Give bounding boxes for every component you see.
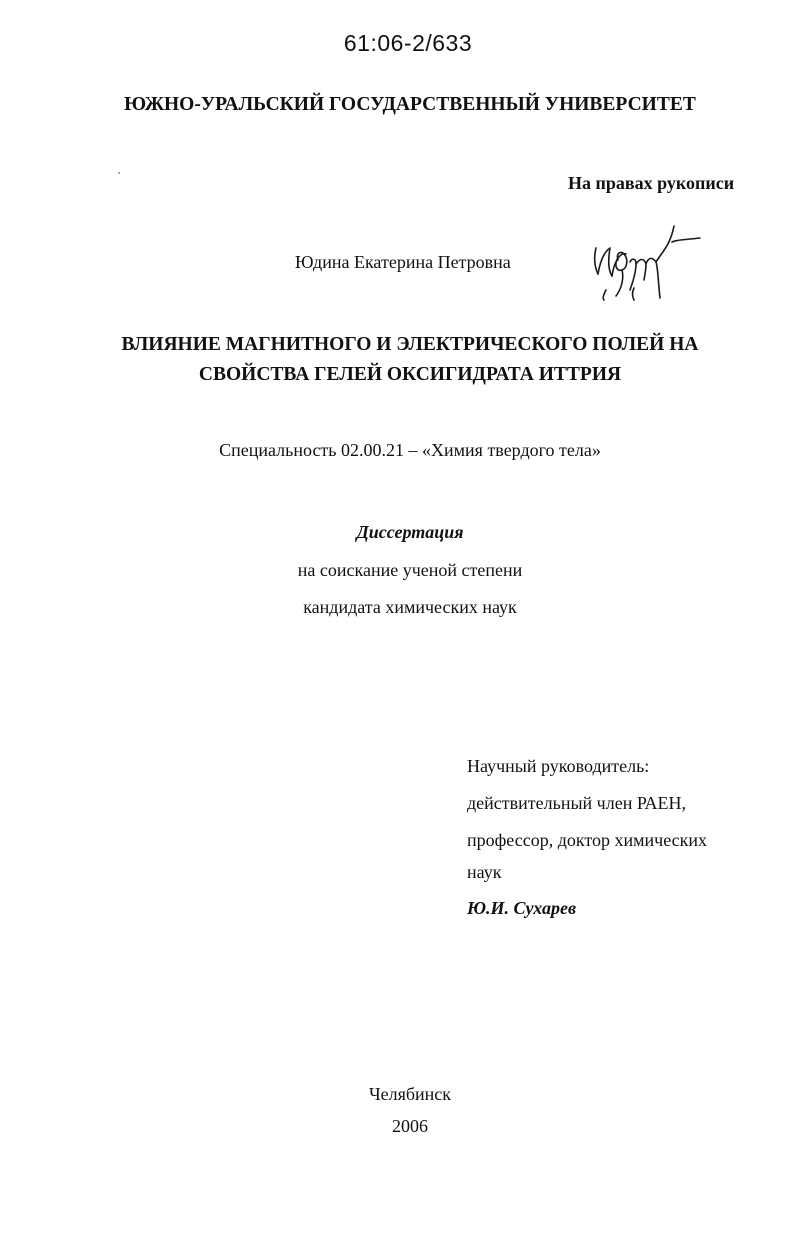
supervisor-block xyxy=(467,748,767,927)
city: Челябинск xyxy=(368,1084,452,1104)
supervisor-position-line-2: наук xyxy=(467,862,502,882)
supervisor-rank: действительный член РАЕН, xyxy=(467,793,687,813)
title-line-1: ВЛИЯНИЕ МАГНИТНОГО И ЭЛЕКТРИЧЕСКОГО ПОЛЕЙ НА xyxy=(121,334,699,355)
year: 2006 xyxy=(392,1116,428,1136)
scan-speck xyxy=(118,172,120,174)
university-name: ЮЖНО-УРАЛЬСКИЙ ГОСУДАРСТВЕННЫЙ УНИВЕРСИТЕТ xyxy=(124,94,696,115)
title-line-2: СВОЙСТВА ГЕЛЕЙ ОКСИГИДРАТА ИТТРИЯ xyxy=(198,364,622,385)
supervisor-position-line-1: профессор, доктор химических xyxy=(467,830,708,850)
archive-code: 61:06-2/633 xyxy=(343,30,473,56)
author-name: Юдина Екатерина Петровна xyxy=(295,252,511,272)
supervisor-label: Научный руководитель: xyxy=(467,756,650,776)
dissertation-type: Диссертация xyxy=(356,522,464,542)
dissertation-title xyxy=(0,330,796,390)
author-signature xyxy=(586,218,706,304)
degree-line-2: кандидата химических наук xyxy=(303,597,517,617)
supervisor-name: Ю.И. Сухарев xyxy=(467,898,577,918)
manuscript-rights-note: На правах рукописи xyxy=(568,173,735,193)
degree-line-1: на соискание ученой степени xyxy=(297,560,523,580)
specialty: Специальность 02.00.21 – «Химия твердого тела» xyxy=(219,440,601,460)
